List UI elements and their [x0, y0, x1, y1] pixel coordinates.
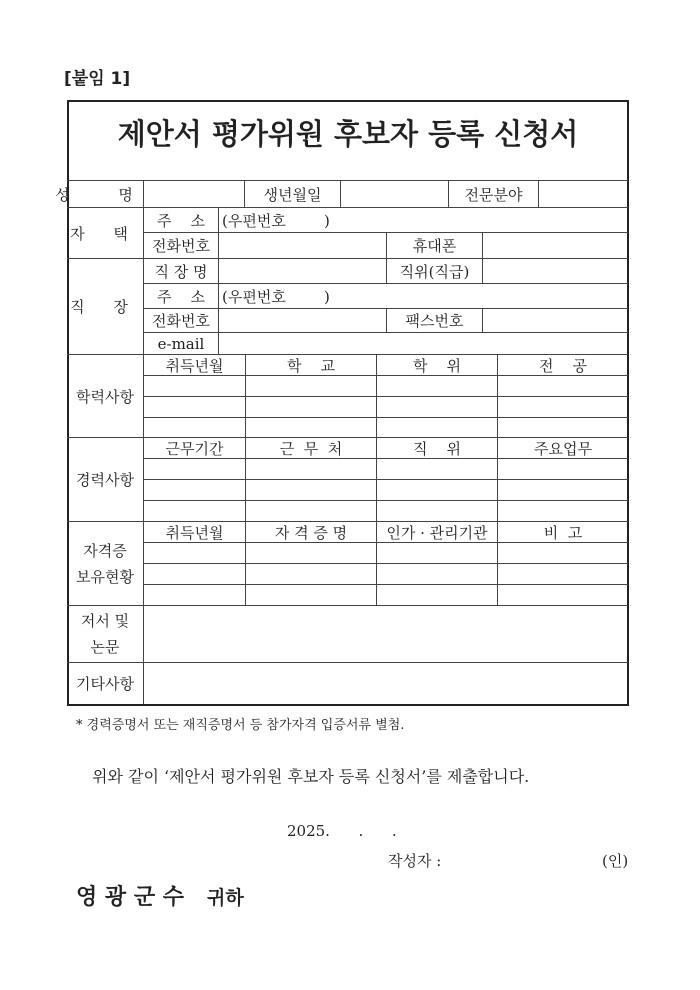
- certs-cell[interactable]: [143, 563, 245, 584]
- attachment-label: [붙임 1]: [64, 69, 131, 89]
- email-label: e-mail: [143, 332, 218, 354]
- author-field[interactable]: [459, 848, 589, 870]
- certs-header-3: 비 고: [497, 521, 628, 542]
- work-address-label: 주 소: [143, 283, 218, 308]
- education-cell[interactable]: [497, 417, 628, 438]
- education-cell[interactable]: [143, 396, 245, 417]
- career-cell[interactable]: [376, 500, 497, 521]
- certs-label-line1: 자격증: [83, 541, 127, 560]
- education-cell[interactable]: [245, 396, 376, 417]
- company-label: 직 장 명: [143, 258, 218, 283]
- home-address-label: 주 소: [143, 207, 218, 232]
- education-header-3: 전 공: [497, 354, 628, 375]
- birth-field[interactable]: [340, 180, 448, 207]
- certs-cell[interactable]: [245, 542, 376, 563]
- publications-label: [67, 605, 143, 662]
- fax-field[interactable]: [482, 308, 628, 332]
- career-label: 경력사항: [67, 437, 143, 521]
- career-cell[interactable]: [497, 458, 628, 479]
- form-title: 제안서 평가위원 후보자 등록 신청서: [117, 117, 579, 151]
- education-header-2: 학 위: [376, 354, 497, 375]
- other-label: 기타사항: [67, 662, 143, 704]
- career-cell[interactable]: [245, 458, 376, 479]
- email-field[interactable]: [218, 332, 628, 354]
- work-phone-field[interactable]: [218, 308, 386, 332]
- certs-cell[interactable]: [497, 542, 628, 563]
- education-cell[interactable]: [143, 375, 245, 396]
- education-cell[interactable]: [497, 396, 628, 417]
- other-field[interactable]: [143, 662, 628, 704]
- work-phone-label: 전화번호: [143, 308, 218, 332]
- career-header-1: 근 무 처: [245, 437, 376, 458]
- certs-cell[interactable]: [497, 584, 628, 605]
- career-cell[interactable]: [497, 500, 628, 521]
- submission-statement: 위와 같이 ‘제안서 평가위원 후보자 등록 신청서’를 제출합니다.: [92, 767, 530, 786]
- work-address-field[interactable]: (우편번호 ): [218, 283, 628, 308]
- company-field[interactable]: [218, 258, 386, 283]
- career-cell[interactable]: [245, 479, 376, 500]
- name-field[interactable]: [143, 180, 244, 207]
- certs-header-0: 취득년월: [143, 521, 245, 542]
- home-address-field[interactable]: (우편번호 ): [218, 207, 628, 232]
- date: 2025. . .: [287, 822, 397, 840]
- certs-cell[interactable]: [497, 563, 628, 584]
- recipient: [76, 880, 244, 911]
- career-header-2: 직 위: [376, 437, 497, 458]
- education-cell[interactable]: [376, 396, 497, 417]
- fax-label: 팩스번호: [386, 308, 482, 332]
- name-label: 성 명: [67, 180, 143, 207]
- education-cell[interactable]: [376, 417, 497, 438]
- career-cell[interactable]: [376, 458, 497, 479]
- education-header-1: 학 교: [245, 354, 376, 375]
- career-cell[interactable]: [143, 479, 245, 500]
- education-cell[interactable]: [376, 375, 497, 396]
- education-cell[interactable]: [245, 375, 376, 396]
- career-cell[interactable]: [497, 479, 628, 500]
- certs-cell[interactable]: [376, 542, 497, 563]
- education-header-0: 취득년월: [143, 354, 245, 375]
- mobile-field[interactable]: [482, 232, 628, 258]
- publications-label-line1: 저서 및: [80, 612, 130, 630]
- home-phone-label: 전화번호: [143, 232, 218, 258]
- publications-label-line2: 논문: [90, 638, 120, 656]
- attachment-note: * 경력증명서 또는 재직증명서 등 참가자격 입증서류 별첨.: [76, 718, 405, 733]
- career-cell[interactable]: [143, 500, 245, 521]
- author-label: 작성자 :: [388, 852, 442, 870]
- certs-cell[interactable]: [376, 563, 497, 584]
- career-cell[interactable]: [143, 458, 245, 479]
- work-label: 직 장: [67, 258, 143, 354]
- seal-mark: (인): [602, 852, 629, 870]
- certs-label-line2: 보유현황: [76, 567, 134, 586]
- birth-label: 생년월일: [244, 180, 340, 207]
- mobile-label: 휴대폰: [386, 232, 482, 258]
- career-header-3: 주요업무: [497, 437, 628, 458]
- position-label: 직위(직급): [386, 258, 482, 283]
- education-label: 학력사항: [67, 354, 143, 437]
- career-cell[interactable]: [376, 479, 497, 500]
- certs-label: [67, 521, 143, 605]
- certs-cell[interactable]: [376, 584, 497, 605]
- home-phone-field[interactable]: [218, 232, 386, 258]
- recipient-suffix: 귀하: [206, 887, 244, 909]
- certs-cell[interactable]: [245, 563, 376, 584]
- certs-cell[interactable]: [143, 584, 245, 605]
- certs-cell[interactable]: [143, 542, 245, 563]
- position-field[interactable]: [482, 258, 628, 283]
- career-cell[interactable]: [245, 500, 376, 521]
- education-cell[interactable]: [497, 375, 628, 396]
- field-label: 전문분야: [448, 180, 538, 207]
- home-label: 자 택: [67, 207, 143, 258]
- certs-cell[interactable]: [245, 584, 376, 605]
- field-field[interactable]: [538, 180, 628, 207]
- education-cell[interactable]: [143, 417, 245, 438]
- certs-header-2: 인가 · 관리기관: [376, 521, 497, 542]
- career-header-0: 근무기간: [143, 437, 245, 458]
- recipient-name: 영 광 군 수: [76, 885, 184, 910]
- publications-field[interactable]: [143, 605, 628, 662]
- education-cell[interactable]: [245, 417, 376, 438]
- certs-header-1: 자 격 증 명: [245, 521, 376, 542]
